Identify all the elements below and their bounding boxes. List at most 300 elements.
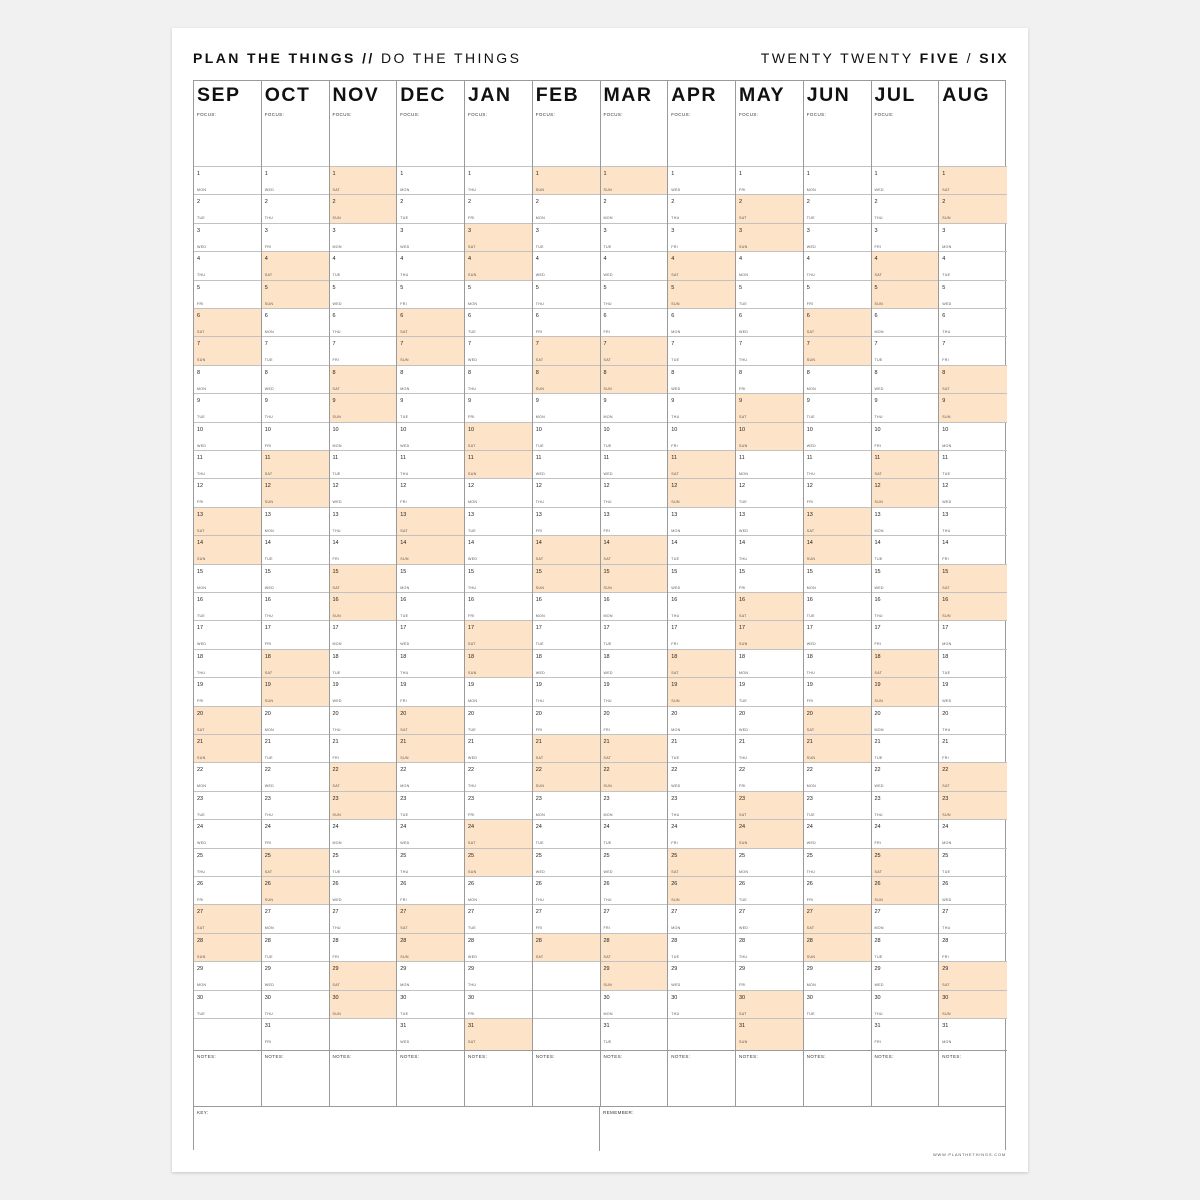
- day-cell[interactable]: [262, 223, 329, 251]
- day-cell[interactable]: [397, 961, 464, 989]
- day-cell[interactable]: [736, 990, 803, 1018]
- day-cell[interactable]: [533, 620, 600, 648]
- day-cell[interactable]: [533, 848, 600, 876]
- day-cell[interactable]: [533, 166, 600, 194]
- day-cell[interactable]: [601, 876, 668, 904]
- day-cell[interactable]: [330, 422, 397, 450]
- day-cell[interactable]: [939, 762, 1007, 790]
- day-cell[interactable]: [330, 819, 397, 847]
- day-cell[interactable]: [465, 478, 532, 506]
- day-cell[interactable]: [397, 393, 464, 421]
- day-cell[interactable]: [397, 904, 464, 932]
- day-cell[interactable]: [262, 450, 329, 478]
- day-cell[interactable]: [872, 876, 939, 904]
- day-cell[interactable]: [330, 933, 397, 961]
- day-cell[interactable]: [397, 592, 464, 620]
- day-cell[interactable]: [736, 933, 803, 961]
- day-cell[interactable]: [194, 706, 261, 734]
- day-cell[interactable]: [194, 450, 261, 478]
- day-cell[interactable]: [330, 308, 397, 336]
- day-cell[interactable]: [939, 706, 1007, 734]
- day-cell[interactable]: [397, 1018, 464, 1050]
- day-cell[interactable]: [668, 166, 735, 194]
- day-cell[interactable]: [939, 336, 1007, 364]
- day-cell[interactable]: [736, 876, 803, 904]
- day-cell[interactable]: [601, 478, 668, 506]
- day-cell[interactable]: [804, 791, 871, 819]
- day-cell[interactable]: [533, 478, 600, 506]
- day-cell[interactable]: [397, 507, 464, 535]
- day-cell[interactable]: [465, 365, 532, 393]
- day-cell[interactable]: [397, 280, 464, 308]
- day-cell[interactable]: [397, 848, 464, 876]
- day-cell[interactable]: [533, 194, 600, 222]
- day-cell[interactable]: [465, 762, 532, 790]
- day-cell[interactable]: [939, 791, 1007, 819]
- day-cell[interactable]: [668, 564, 735, 592]
- day-cell[interactable]: [465, 961, 532, 989]
- day-cell[interactable]: [601, 166, 668, 194]
- day-cell[interactable]: [736, 961, 803, 989]
- day-cell[interactable]: [262, 507, 329, 535]
- day-cell[interactable]: [262, 592, 329, 620]
- notes-box[interactable]: [736, 1050, 803, 1106]
- day-cell[interactable]: [668, 280, 735, 308]
- day-cell[interactable]: [939, 734, 1007, 762]
- day-cell[interactable]: [533, 336, 600, 364]
- day-cell[interactable]: [533, 393, 600, 421]
- day-cell[interactable]: [872, 706, 939, 734]
- day-cell[interactable]: [736, 308, 803, 336]
- day-cell[interactable]: [668, 308, 735, 336]
- day-cell[interactable]: [872, 450, 939, 478]
- day-cell[interactable]: [736, 535, 803, 563]
- day-cell[interactable]: [804, 876, 871, 904]
- day-cell[interactable]: [601, 933, 668, 961]
- day-cell[interactable]: [872, 990, 939, 1018]
- day-cell[interactable]: [872, 422, 939, 450]
- day-cell[interactable]: [330, 677, 397, 705]
- day-cell[interactable]: [939, 166, 1007, 194]
- day-cell[interactable]: [397, 223, 464, 251]
- day-cell[interactable]: [262, 336, 329, 364]
- day-cell[interactable]: [804, 734, 871, 762]
- day-cell[interactable]: [804, 194, 871, 222]
- day-cell[interactable]: [804, 819, 871, 847]
- day-cell[interactable]: [872, 933, 939, 961]
- day-cell[interactable]: [262, 166, 329, 194]
- day-cell[interactable]: [668, 620, 735, 648]
- day-cell[interactable]: [533, 762, 600, 790]
- day-cell[interactable]: [262, 706, 329, 734]
- day-cell[interactable]: [262, 819, 329, 847]
- day-cell[interactable]: [872, 592, 939, 620]
- day-cell[interactable]: [668, 535, 735, 563]
- day-cell[interactable]: [601, 990, 668, 1018]
- day-cell[interactable]: [465, 990, 532, 1018]
- day-cell[interactable]: [194, 819, 261, 847]
- day-cell[interactable]: [804, 961, 871, 989]
- day-cell[interactable]: [804, 990, 871, 1018]
- day-cell[interactable]: [939, 393, 1007, 421]
- day-cell[interactable]: [736, 450, 803, 478]
- day-cell[interactable]: [736, 194, 803, 222]
- day-cell[interactable]: [194, 592, 261, 620]
- day-cell[interactable]: [397, 819, 464, 847]
- day-cell[interactable]: [465, 933, 532, 961]
- day-cell[interactable]: [465, 194, 532, 222]
- day-cell[interactable]: [736, 592, 803, 620]
- day-cell[interactable]: [194, 535, 261, 563]
- day-cell[interactable]: [939, 990, 1007, 1018]
- day-cell[interactable]: [804, 336, 871, 364]
- day-cell[interactable]: [533, 308, 600, 336]
- day-cell[interactable]: [330, 649, 397, 677]
- day-cell[interactable]: [804, 280, 871, 308]
- day-cell[interactable]: [262, 251, 329, 279]
- day-cell[interactable]: [533, 734, 600, 762]
- day-cell[interactable]: [262, 194, 329, 222]
- day-cell[interactable]: [804, 592, 871, 620]
- day-cell[interactable]: [330, 478, 397, 506]
- day-cell[interactable]: [465, 535, 532, 563]
- day-cell[interactable]: [601, 819, 668, 847]
- day-cell[interactable]: [872, 677, 939, 705]
- day-cell[interactable]: [533, 280, 600, 308]
- day-cell[interactable]: [397, 365, 464, 393]
- day-cell[interactable]: [804, 308, 871, 336]
- day-cell[interactable]: [736, 422, 803, 450]
- day-cell[interactable]: [872, 393, 939, 421]
- day-cell[interactable]: [397, 194, 464, 222]
- day-cell[interactable]: [736, 1018, 803, 1050]
- day-cell[interactable]: [262, 876, 329, 904]
- notes-box[interactable]: [668, 1050, 735, 1106]
- day-cell[interactable]: [804, 223, 871, 251]
- day-cell[interactable]: [939, 620, 1007, 648]
- day-cell[interactable]: [872, 1018, 939, 1050]
- day-cell[interactable]: [397, 876, 464, 904]
- day-cell[interactable]: [330, 223, 397, 251]
- day-cell[interactable]: [601, 762, 668, 790]
- day-cell[interactable]: [939, 365, 1007, 393]
- day-cell[interactable]: [668, 848, 735, 876]
- day-cell[interactable]: [736, 223, 803, 251]
- day-cell[interactable]: [736, 791, 803, 819]
- day-cell[interactable]: [194, 791, 261, 819]
- day-cell[interactable]: [533, 535, 600, 563]
- day-cell[interactable]: [804, 762, 871, 790]
- day-cell[interactable]: [262, 990, 329, 1018]
- day-cell[interactable]: [194, 990, 261, 1018]
- day-cell[interactable]: [262, 933, 329, 961]
- notes-box[interactable]: [533, 1050, 600, 1106]
- day-cell[interactable]: [668, 734, 735, 762]
- day-cell[interactable]: [465, 677, 532, 705]
- day-cell[interactable]: [601, 336, 668, 364]
- day-cell[interactable]: [194, 564, 261, 592]
- day-cell[interactable]: [804, 706, 871, 734]
- day-cell[interactable]: [330, 365, 397, 393]
- day-cell[interactable]: [668, 762, 735, 790]
- day-cell[interactable]: [465, 166, 532, 194]
- day-cell[interactable]: [465, 422, 532, 450]
- day-cell[interactable]: [939, 194, 1007, 222]
- day-cell[interactable]: [939, 223, 1007, 251]
- day-cell[interactable]: [397, 677, 464, 705]
- day-cell[interactable]: [736, 564, 803, 592]
- day-cell[interactable]: [465, 791, 532, 819]
- day-cell[interactable]: [736, 251, 803, 279]
- day-cell[interactable]: [533, 507, 600, 535]
- day-cell[interactable]: [668, 592, 735, 620]
- day-cell[interactable]: [939, 308, 1007, 336]
- day-cell[interactable]: [668, 223, 735, 251]
- day-cell[interactable]: [736, 620, 803, 648]
- day-cell[interactable]: [194, 336, 261, 364]
- day-cell[interactable]: [601, 507, 668, 535]
- day-cell[interactable]: [736, 336, 803, 364]
- notes-box[interactable]: [804, 1050, 871, 1106]
- day-cell[interactable]: [330, 620, 397, 648]
- notes-box[interactable]: [397, 1050, 464, 1106]
- day-cell[interactable]: [736, 365, 803, 393]
- day-cell[interactable]: [736, 819, 803, 847]
- key-box[interactable]: [194, 1107, 600, 1151]
- day-cell[interactable]: [601, 450, 668, 478]
- day-cell[interactable]: [939, 251, 1007, 279]
- day-cell[interactable]: [330, 961, 397, 989]
- day-cell[interactable]: [601, 308, 668, 336]
- day-cell[interactable]: [804, 507, 871, 535]
- day-cell[interactable]: [736, 904, 803, 932]
- day-cell[interactable]: [872, 734, 939, 762]
- day-cell[interactable]: [397, 933, 464, 961]
- day-cell[interactable]: [465, 848, 532, 876]
- day-cell[interactable]: [668, 336, 735, 364]
- day-cell[interactable]: [330, 166, 397, 194]
- day-cell[interactable]: [872, 535, 939, 563]
- day-cell[interactable]: [939, 649, 1007, 677]
- day-cell[interactable]: [533, 450, 600, 478]
- day-cell[interactable]: [533, 365, 600, 393]
- day-cell[interactable]: [872, 620, 939, 648]
- day-cell[interactable]: [872, 336, 939, 364]
- day-cell[interactable]: [194, 677, 261, 705]
- day-cell[interactable]: [736, 848, 803, 876]
- day-cell[interactable]: [939, 1018, 1007, 1050]
- day-cell[interactable]: [330, 507, 397, 535]
- day-cell[interactable]: [601, 564, 668, 592]
- day-cell[interactable]: [872, 564, 939, 592]
- day-cell[interactable]: [330, 393, 397, 421]
- day-cell[interactable]: [194, 280, 261, 308]
- day-cell[interactable]: [330, 592, 397, 620]
- day-cell[interactable]: [262, 734, 329, 762]
- day-cell[interactable]: [397, 990, 464, 1018]
- day-cell[interactable]: [262, 848, 329, 876]
- day-cell[interactable]: [465, 507, 532, 535]
- day-cell[interactable]: [533, 876, 600, 904]
- day-cell[interactable]: [465, 649, 532, 677]
- day-cell[interactable]: [872, 280, 939, 308]
- day-cell[interactable]: [939, 564, 1007, 592]
- day-cell[interactable]: [736, 166, 803, 194]
- day-cell[interactable]: [736, 649, 803, 677]
- day-cell[interactable]: [668, 365, 735, 393]
- day-cell[interactable]: [533, 649, 600, 677]
- day-cell[interactable]: [736, 762, 803, 790]
- day-cell[interactable]: [194, 422, 261, 450]
- day-cell[interactable]: [397, 166, 464, 194]
- day-cell[interactable]: [668, 677, 735, 705]
- day-cell[interactable]: [262, 677, 329, 705]
- day-cell[interactable]: [262, 280, 329, 308]
- day-cell[interactable]: [804, 393, 871, 421]
- day-cell[interactable]: [465, 876, 532, 904]
- day-cell[interactable]: [804, 535, 871, 563]
- day-cell[interactable]: [668, 393, 735, 421]
- day-cell[interactable]: [262, 393, 329, 421]
- day-cell[interactable]: [194, 194, 261, 222]
- day-cell[interactable]: [330, 876, 397, 904]
- day-cell[interactable]: [939, 961, 1007, 989]
- day-cell[interactable]: [601, 904, 668, 932]
- day-cell[interactable]: [330, 734, 397, 762]
- day-cell[interactable]: [533, 933, 600, 961]
- day-cell[interactable]: [872, 251, 939, 279]
- day-cell[interactable]: [804, 422, 871, 450]
- day-cell[interactable]: [668, 791, 735, 819]
- day-cell[interactable]: [465, 393, 532, 421]
- day-cell[interactable]: [872, 166, 939, 194]
- day-cell[interactable]: [736, 507, 803, 535]
- day-cell[interactable]: [668, 876, 735, 904]
- day-cell[interactable]: [601, 1018, 668, 1050]
- day-cell[interactable]: [194, 251, 261, 279]
- day-cell[interactable]: [465, 620, 532, 648]
- day-cell[interactable]: [939, 507, 1007, 535]
- day-cell[interactable]: [872, 961, 939, 989]
- day-cell[interactable]: [465, 904, 532, 932]
- day-cell[interactable]: [194, 308, 261, 336]
- day-cell[interactable]: [939, 280, 1007, 308]
- day-cell[interactable]: [872, 308, 939, 336]
- day-cell[interactable]: [262, 961, 329, 989]
- day-cell[interactable]: [330, 904, 397, 932]
- day-cell[interactable]: [262, 620, 329, 648]
- day-cell[interactable]: [939, 819, 1007, 847]
- day-cell[interactable]: [397, 762, 464, 790]
- day-cell[interactable]: [601, 592, 668, 620]
- notes-box[interactable]: [262, 1050, 329, 1106]
- day-cell[interactable]: [872, 223, 939, 251]
- day-cell[interactable]: [330, 848, 397, 876]
- day-cell[interactable]: [397, 336, 464, 364]
- day-cell[interactable]: [533, 223, 600, 251]
- day-cell[interactable]: [397, 564, 464, 592]
- day-cell[interactable]: [601, 734, 668, 762]
- day-cell[interactable]: [872, 649, 939, 677]
- day-cell[interactable]: [804, 620, 871, 648]
- day-cell[interactable]: [194, 933, 261, 961]
- day-cell[interactable]: [397, 706, 464, 734]
- day-cell[interactable]: [736, 393, 803, 421]
- day-cell[interactable]: [194, 762, 261, 790]
- day-cell[interactable]: [533, 422, 600, 450]
- day-cell[interactable]: [601, 223, 668, 251]
- day-cell[interactable]: [939, 848, 1007, 876]
- day-cell[interactable]: [668, 251, 735, 279]
- day-cell[interactable]: [601, 649, 668, 677]
- day-cell[interactable]: [533, 251, 600, 279]
- day-cell[interactable]: [194, 649, 261, 677]
- day-cell[interactable]: [601, 706, 668, 734]
- day-cell[interactable]: [804, 564, 871, 592]
- notes-box[interactable]: [939, 1050, 1007, 1106]
- day-cell[interactable]: [533, 819, 600, 847]
- day-cell[interactable]: [533, 706, 600, 734]
- day-cell[interactable]: [194, 904, 261, 932]
- day-cell[interactable]: [465, 223, 532, 251]
- day-cell[interactable]: [194, 166, 261, 194]
- day-cell[interactable]: [397, 478, 464, 506]
- day-cell[interactable]: [533, 904, 600, 932]
- day-cell[interactable]: [397, 791, 464, 819]
- day-cell[interactable]: [330, 251, 397, 279]
- day-cell[interactable]: [601, 393, 668, 421]
- day-cell[interactable]: [939, 422, 1007, 450]
- day-cell[interactable]: [194, 365, 261, 393]
- day-cell[interactable]: [804, 478, 871, 506]
- day-cell[interactable]: [736, 734, 803, 762]
- day-cell[interactable]: [262, 365, 329, 393]
- day-cell[interactable]: [804, 677, 871, 705]
- day-cell[interactable]: [465, 336, 532, 364]
- day-cell[interactable]: [330, 791, 397, 819]
- day-cell[interactable]: [194, 478, 261, 506]
- day-cell[interactable]: [872, 762, 939, 790]
- day-cell[interactable]: [262, 564, 329, 592]
- day-cell[interactable]: [465, 308, 532, 336]
- notes-box[interactable]: [330, 1050, 397, 1106]
- day-cell[interactable]: [330, 194, 397, 222]
- day-cell[interactable]: [397, 649, 464, 677]
- day-cell[interactable]: [601, 194, 668, 222]
- day-cell[interactable]: [939, 677, 1007, 705]
- day-cell[interactable]: [601, 251, 668, 279]
- day-cell[interactable]: [262, 904, 329, 932]
- day-cell[interactable]: [668, 904, 735, 932]
- day-cell[interactable]: [465, 734, 532, 762]
- day-cell[interactable]: [804, 933, 871, 961]
- day-cell[interactable]: [872, 848, 939, 876]
- notes-box[interactable]: [465, 1050, 532, 1106]
- day-cell[interactable]: [939, 904, 1007, 932]
- day-cell[interactable]: [872, 819, 939, 847]
- day-cell[interactable]: [465, 280, 532, 308]
- day-cell[interactable]: [939, 535, 1007, 563]
- day-cell[interactable]: [262, 1018, 329, 1050]
- day-cell[interactable]: [939, 933, 1007, 961]
- day-cell[interactable]: [262, 762, 329, 790]
- day-cell[interactable]: [330, 564, 397, 592]
- day-cell[interactable]: [262, 422, 329, 450]
- day-cell[interactable]: [736, 280, 803, 308]
- day-cell[interactable]: [939, 478, 1007, 506]
- day-cell[interactable]: [668, 706, 735, 734]
- day-cell[interactable]: [465, 450, 532, 478]
